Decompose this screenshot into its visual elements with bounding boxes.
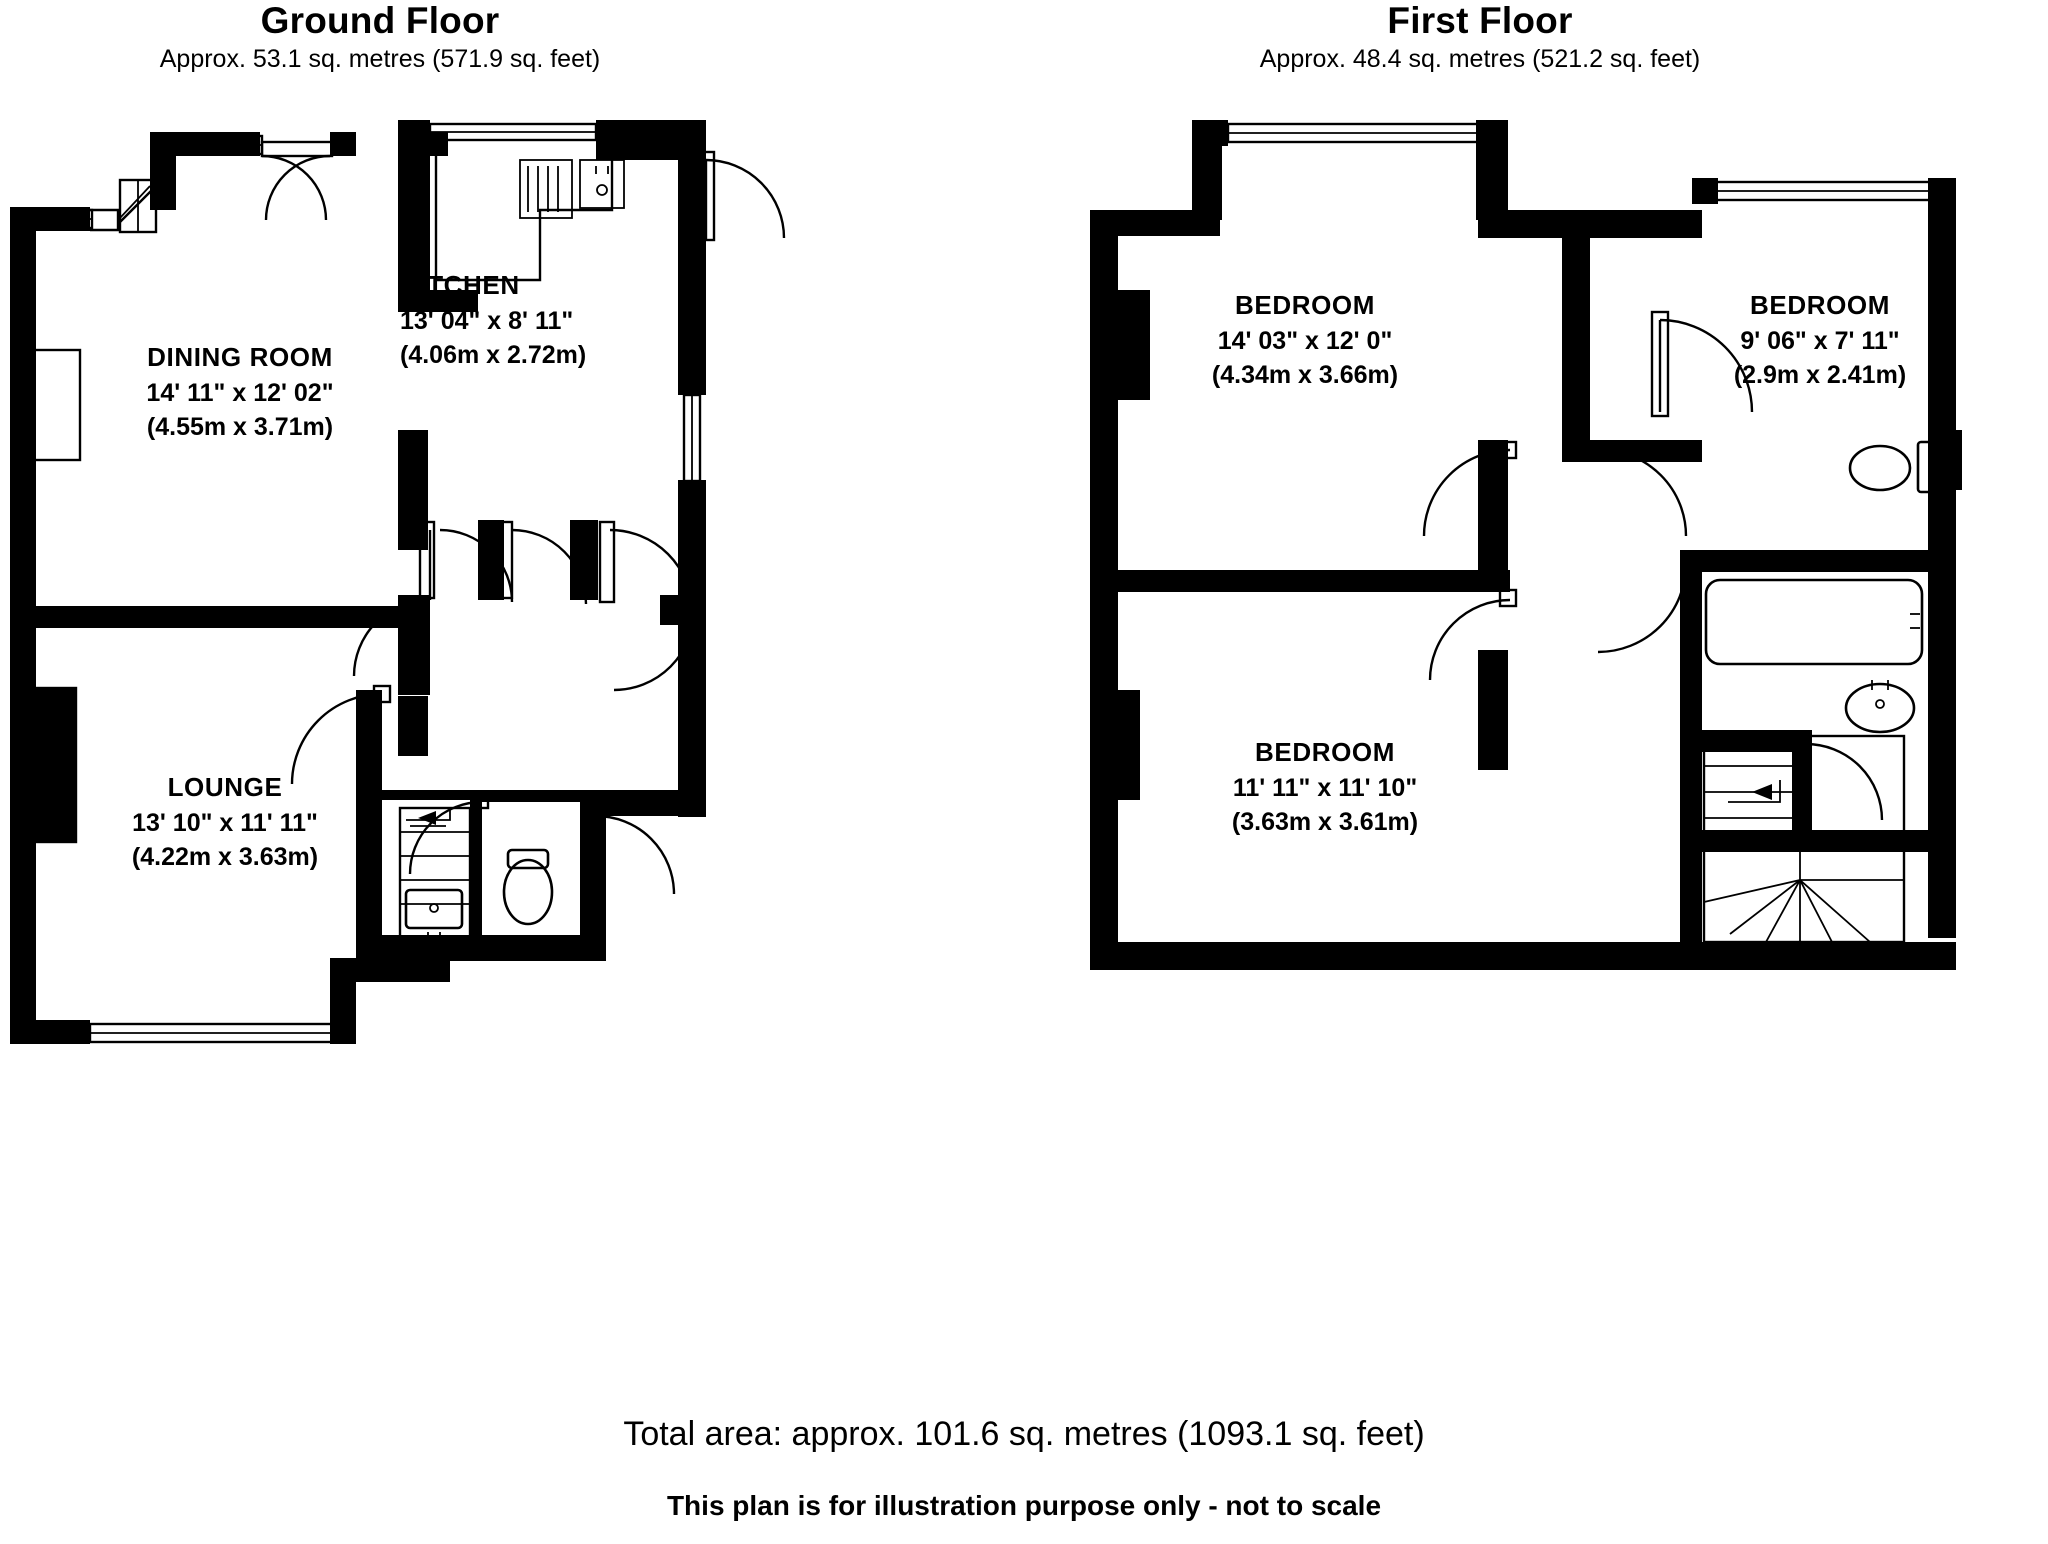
room-label-dining-room (60, 340, 420, 445)
room-dim-metric: (2.9m x 2.41m) (1733, 361, 1907, 390)
disclaimer-text: This plan is for illustration purpose only - not to scale (666, 1490, 1382, 1521)
room-dim-imperial: 14' 11" x 12' 02" (146, 378, 334, 407)
room-dim-imperial: 13' 04" x 8' 11" (400, 306, 574, 335)
room-dim-metric: (4.06m x 2.72m) (400, 341, 587, 370)
room-label-bedroom-1 (1115, 288, 1495, 393)
room-name: LOUNGE (167, 772, 283, 802)
room-name: BEDROOM (1255, 737, 1395, 767)
bathroom-fixtures (1706, 442, 1936, 732)
room-dim-imperial: 13' 10" x 11' 11" (132, 808, 318, 837)
first-floor-title: First Floor (1387, 0, 1573, 41)
room-name: KITCHEN (400, 270, 520, 300)
room-dim-metric: (3.63m x 3.61m) (1231, 808, 1419, 837)
ground-floor-title: Ground Floor (260, 0, 500, 41)
room-dim-metric: (4.55m x 3.71m) (146, 413, 334, 442)
first-floor-subtitle: Approx. 48.4 sq. metres (521.2 sq. feet) (1259, 45, 1701, 73)
ground-floor-plan (0, 90, 1020, 1370)
room-name: BEDROOM (1750, 290, 1890, 320)
room-label-kitchen (400, 268, 720, 373)
room-label-bedroom-3 (1135, 735, 1515, 840)
room-name: DINING ROOM (147, 342, 333, 372)
room-dim-imperial: 11' 11" x 11' 10" (1232, 773, 1418, 802)
room-label-bedroom-2 (1650, 288, 1990, 393)
room-dim-imperial: 14' 03" x 12' 0" (1217, 326, 1393, 355)
room-dim-metric: (4.34m x 3.66m) (1211, 361, 1399, 390)
first-floor-plan (1080, 90, 2030, 1270)
room-label-lounge (55, 770, 395, 875)
room-dim-imperial: 9' 06" x 7' 11" (1740, 326, 1900, 355)
total-area-text: Total area: approx. 101.6 sq. metres (1093.1 sq. feet) (623, 1415, 1425, 1453)
ground-floor-subtitle: Approx. 53.1 sq. metres (571.9 sq. feet) (159, 45, 601, 73)
room-name: BEDROOM (1235, 290, 1375, 320)
first-floor-drawing (1080, 90, 2030, 1280)
room-dim-metric: (4.22m x 3.63m) (131, 843, 319, 872)
